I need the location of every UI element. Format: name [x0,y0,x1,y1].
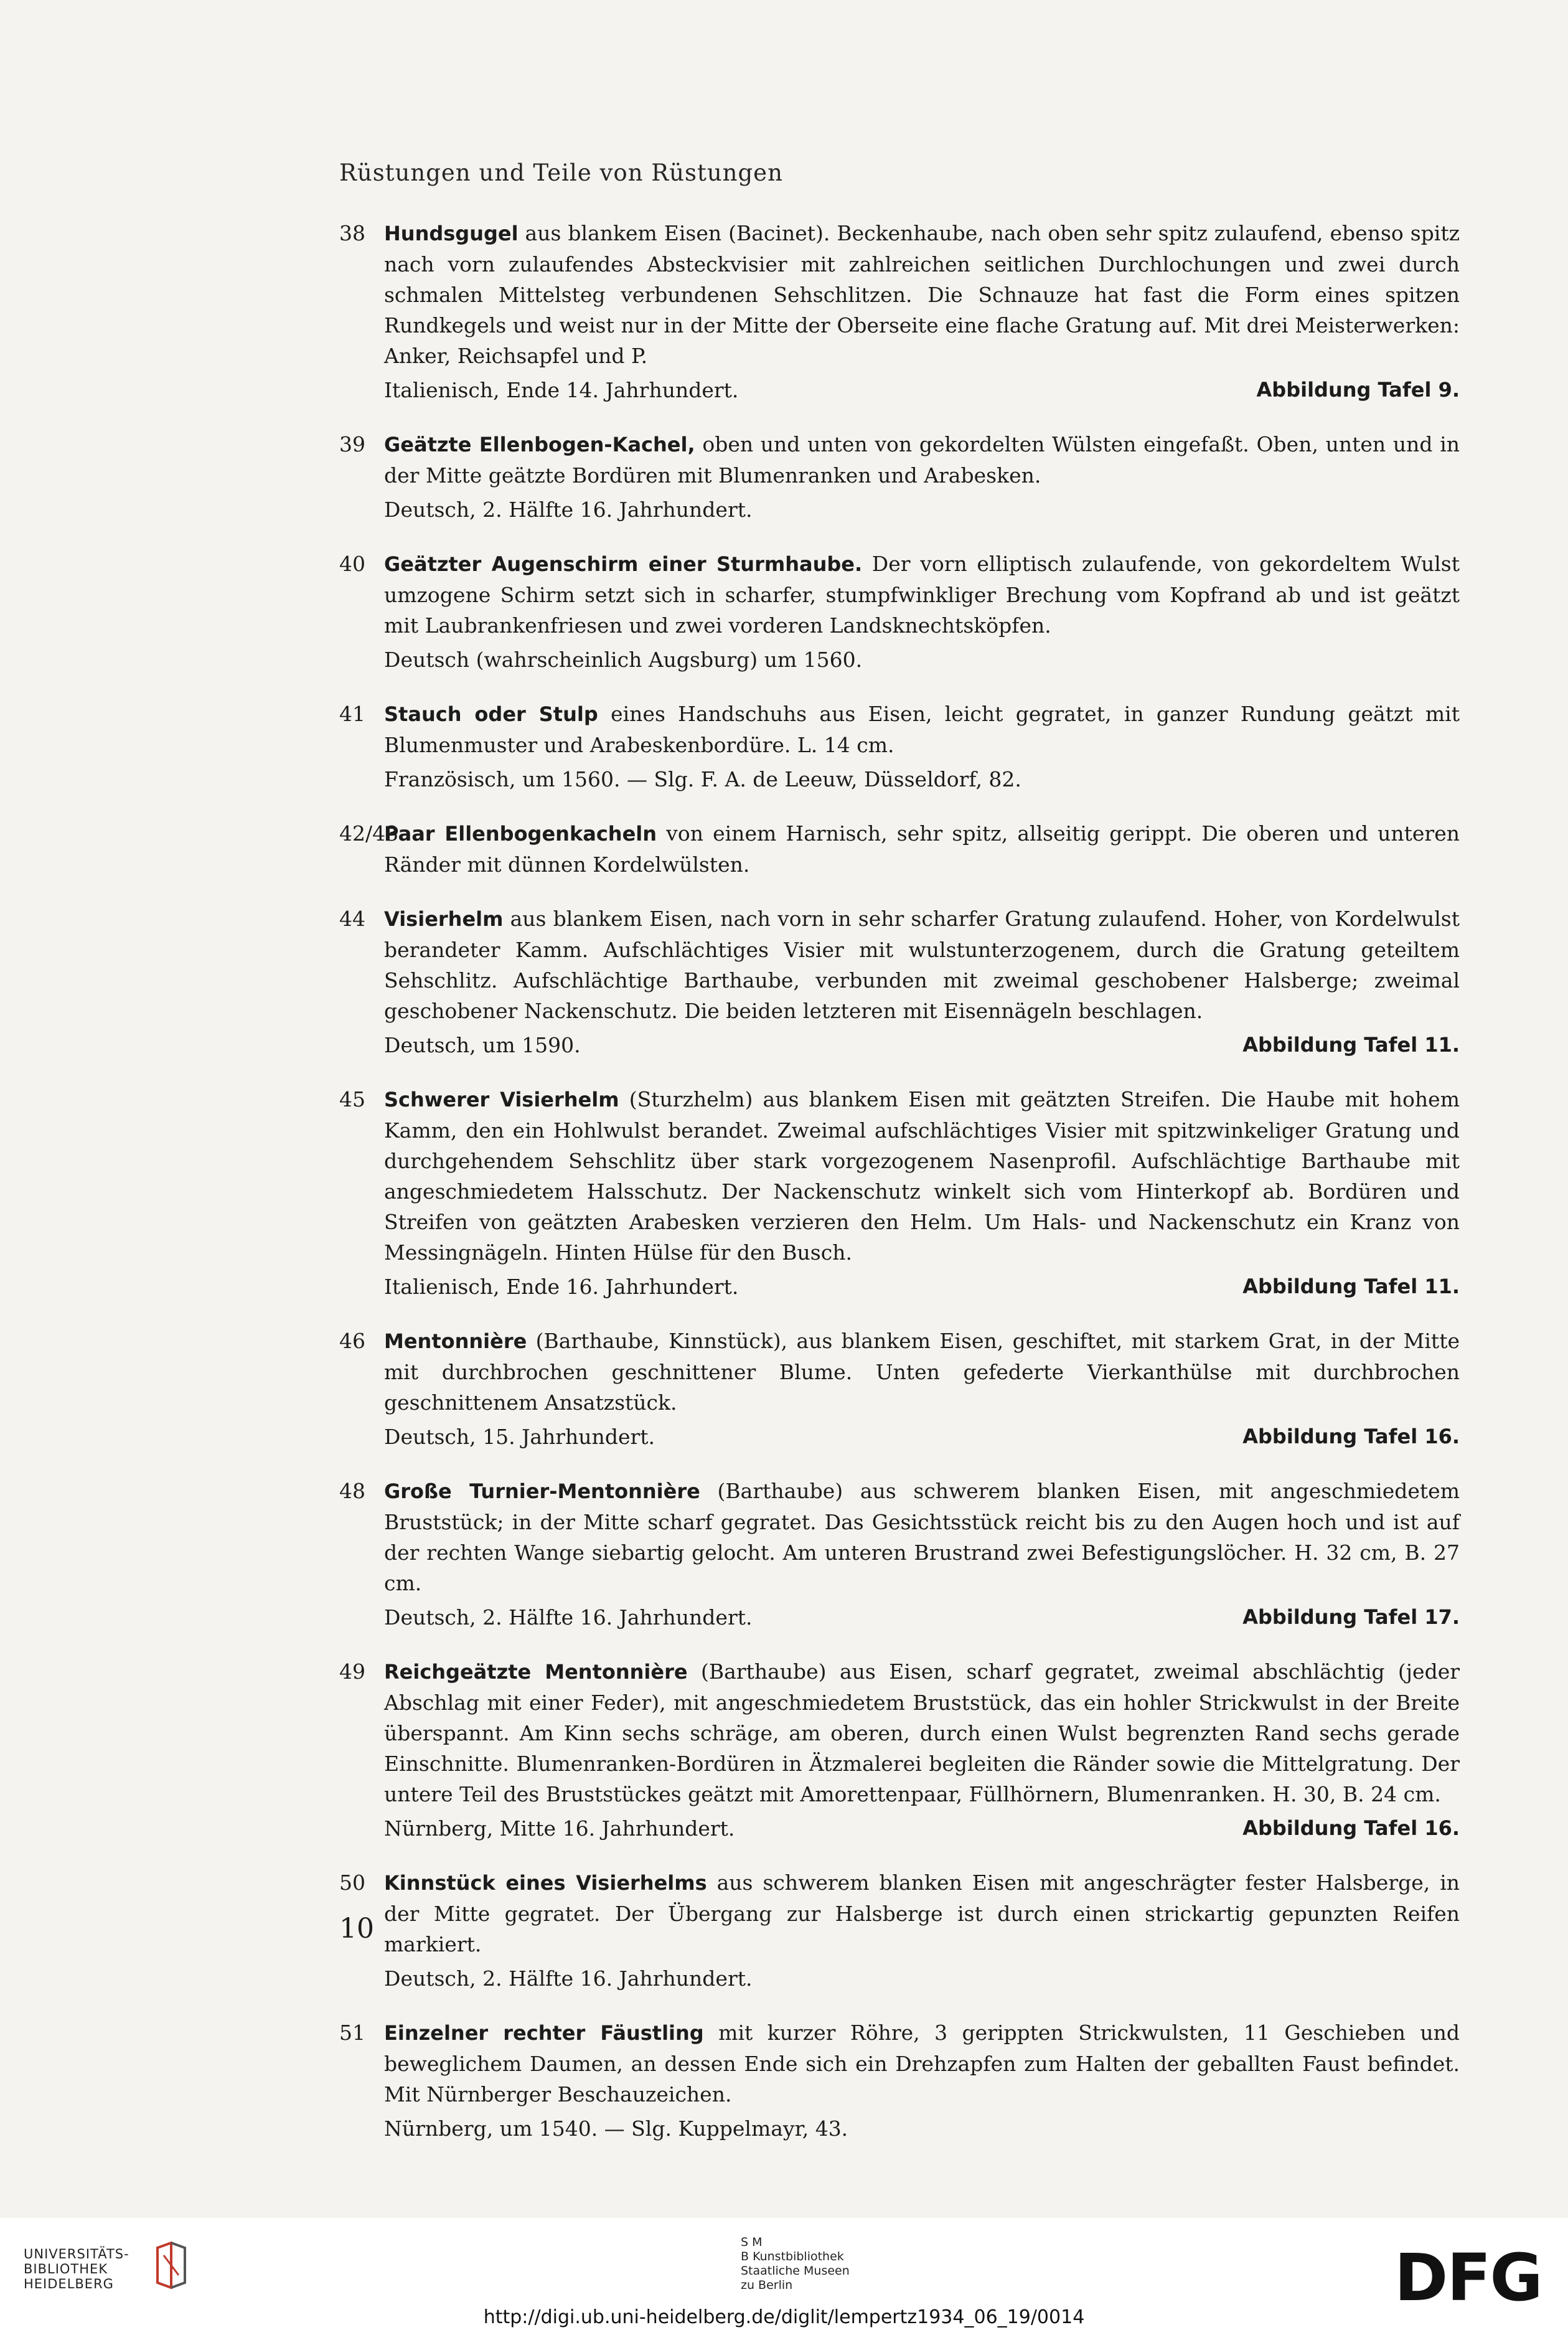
entry-description [384,1656,1460,1809]
entry-number: 41 [339,702,365,726]
entry-plate-reference: Abbildung Tafel 16. [1242,1425,1460,1448]
entry-meta [384,1963,1460,1994]
entry-title: Paar Ellenbogenkacheln [384,822,657,846]
entry-body: aus blankem Eisen, nach vorn in sehr scharfer Gratung zulaufend. Hoher, von Kordelwulst berandeter Kamm. Aufschlächtiges Visier mit wulstunterzogenem, durch die Gratung geteiltem Sehschlitz. Aufschlächtige Barthaube, verbunden mit zweimal geschobener Halsberge; zweimal geschobener Nackenschutz. Die beiden letzteren mit Eisennägeln beschlagen. [384,907,1460,1023]
entry-meta [384,1422,1460,1452]
entry-body: Der vorn elliptisch zulaufende, von gekordeltem Wulst umzogene Schirm setzt sich in scharfer, stumpfwinkliger Brechung vom Kopfrand ab und ist geätzt mit Laubrankenfriesen und zwei vorderen Landsknechtsköpfen. [384,552,1460,638]
museum-credit-line: B Kunstbibliothek [741,2250,844,2263]
entry-number: 38 [339,221,365,245]
entry-description [384,429,1460,491]
museum-credit-line: S M [741,2235,763,2249]
entry-description [384,218,1460,371]
dfg-logo: DFG [1394,2240,1542,2316]
catalogue-entry [339,699,1460,795]
entry-number: 44 [339,907,365,931]
entry-title: Einzelner rechter Fäustling [384,2021,704,2045]
entry-number: 50 [339,1870,365,1895]
entry-plate-reference: Abbildung Tafel 17. [1242,1605,1460,1629]
catalogue-entry [339,218,1460,405]
entry-plate-reference: Abbildung Tafel 11. [1242,1275,1460,1298]
entry-number: 39 [339,432,365,456]
entry-origin: Deutsch, 2. Hälfte 16. Jahrhundert. [384,1966,753,1991]
entry-description [384,1867,1460,1960]
entry-number: 48 [339,1479,365,1503]
entry-plate-reference: Abbildung Tafel 9. [1256,378,1460,402]
catalogue-entry [339,903,1460,1060]
university-emblem-icon [153,2242,190,2289]
entry-body: oben und unten von gekordelten Wülsten eingefaßt. Oben, unten und in der Mitte geätzte Bordüren mit Blumenranken und Arabesken. [384,432,1460,488]
entry-title: Hundsgugel [384,222,519,245]
entry-meta [384,1602,1460,1633]
entry-body: (Barthaube, Kinnstück), aus blankem Eisen, geschiftet, mit starkem Grat, in der Mitte mit durchbrochen geschnittener Blume. Unten gefederte Vierkanthülse mit durchbrochen geschnittenem Ansatzstück. [384,1329,1460,1415]
entry-number: 42/43 [339,821,399,846]
entry-origin: Deutsch, 15. Jahrhundert. [384,1425,655,1449]
catalogue-entry [339,549,1460,675]
entry-origin: Nürnberg, um 1540. — Slg. Kuppelmayr, 43. [384,2116,848,2141]
entry-origin: Deutsch, um 1590. [384,1033,581,1057]
entry-body: von einem Harnisch, sehr spitz, allseitig gerippt. Die oberen und unteren Ränder mit dünnen Kordelwülsten. [384,821,1460,877]
entry-description [384,1476,1460,1598]
entry-description [384,903,1460,1026]
entry-meta [384,1813,1460,1844]
entry-title: Geätzter Augenschirm einer Sturmhaube. [384,552,863,576]
catalogue-entry [339,1656,1460,1844]
entry-body: (Barthaube) aus Eisen, scharf gegratet, zweimal abschlächtig (jeder Abschlag mit einer Feder), mit angeschmiedetem Bruststück, das ein hohler Strickwulst in der Breite überspannt. Am Kinn sechs schräge, am oberen, durch einen Wulst begrenzten Rand sechs gerade Einschnitte. Blumenranken-Bordüren in Ätzmalerei begleiten die Ränder sowie die Mittelgratung. Der untere Teil des Bruststückes geätzt mit Amorettenpaar, Füllhörnern, Blumenranken. H. 30, B. 24 cm. [384,1659,1460,1806]
museum-credit [741,2235,850,2293]
entry-number: 51 [339,2021,365,2045]
entry-meta [384,1271,1460,1302]
catalogue-entry [339,1867,1460,1994]
entry-origin: Italienisch, Ende 16. Jahrhundert. [384,1275,739,1299]
entry-title: Reichgeätzte Mentonnière [384,1660,688,1684]
entry-description [384,818,1460,880]
entry-plate-reference: Abbildung Tafel 16. [1242,1816,1460,1840]
entry-meta [384,2113,1460,2144]
entry-title: Schwerer Visierhelm [384,1088,619,1111]
catalogue-entry [339,1326,1460,1452]
entry-title: Stauch oder Stulp [384,702,598,726]
catalogue-entry [339,818,1460,880]
entry-number: 40 [339,552,365,576]
catalogue-entry [339,2017,1460,2144]
source-url-link[interactable]: http://digi.ub.uni-heidelberg.de/diglit/lempertz1934_06_19/0014 [483,2306,1085,2328]
entry-title: Visierhelm [384,907,504,931]
catalogue-entry [339,429,1460,525]
entry-origin: Nürnberg, Mitte 16. Jahrhundert. [384,1816,735,1841]
entry-description [384,1084,1460,1268]
entry-title: Mentonnière [384,1329,527,1353]
entry-number: 49 [339,1659,365,1684]
entry-body: (Sturzhelm) aus blankem Eisen mit geätzten Streifen. Die Haube mit hohem Kamm, den ein Hohlwulst berandet. Zweimal aufschlächtiges Visier mit spitzwinkeliger Gratung und durchgehendem Sehschlitz über stark vorgezogenem Nasenprofil. Aufschlächtige Barthaube mit angeschmiedetem Halsschutz. Der Nackenschutz winkelt sich vom Hinterkopf ab. Bordüren und Streifen von geätzten Arabesken verzieren den Helm. Um Hals- und Nackenschutz ein Kranz von Messingnägeln. Hinten Hülse für den Busch. [384,1087,1460,1265]
uni-logo-line: HEIDELBERG [24,2276,114,2291]
entry-number: 45 [339,1087,365,1111]
catalogue-entry [339,1084,1460,1302]
entry-body: eines Handschuhs aus Eisen, leicht gegratet, in ganzer Rundung geätzt mit Blumenmuster und Arabeskenbordüre. L. 14 cm. [384,702,1460,757]
entry-body: aus schwerem blanken Eisen mit angeschrägter fester Halsberge, in der Mitte gegratet. Der Übergang zur Halsberge ist durch einen strickartig gepunzten Reifen markiert. [384,1870,1460,1956]
entry-title: Große Turnier-Mentonnière [384,1479,700,1503]
entry-description [384,2017,1460,2110]
catalogue-entries [339,218,1460,2167]
entry-body: (Barthaube) aus schwerem blanken Eisen, mit angeschmiedetem Bruststück; in der Mitte scharf gegratet. Das Gesichtsstück reicht bis zu den Augen hoch und ist auf der rechten Wange siebartig gelocht. Am unteren Brustrand zwei Befestigungslöcher. H. 32 cm, B. 27 cm. [384,1479,1460,1595]
entry-description [384,549,1460,641]
entry-body: aus blankem Eisen (Bacinet). Beckenhaube, nach oben sehr spitz zulaufend, ebenso spitz nach vorn zulaufendes Absteckvisier mit zahlreichen seitlichen Durchlochungen und zwei durch schmalen Mittelsteg verbundenen Sehschlitzen. Die Schnauze hat fast die Form eines spitzen Rundkegels und weist nur in der Mitte der Oberseite eine flache Gratung auf. Mit drei Meisterwerken: Anker, Reichsapfel und P. [384,221,1460,368]
uni-logo-line: BIBLIOTHEK [24,2262,108,2276]
entry-origin: Deutsch, 2. Hälfte 16. Jahrhundert. [384,1605,753,1630]
entry-origin: Deutsch, 2. Hälfte 16. Jahrhundert. [384,498,753,522]
entry-body: mit kurzer Röhre, 3 gerippten Strickwulsten, 11 Geschieben und beweglichem Daumen, an dessen Ende sich ein Drehzapfen zum Halten der geballten Faust befindet. Mit Nürnberger Beschauzeichen. [384,2021,1460,2106]
museum-credit-line: Staatliche Museen [741,2264,850,2278]
entry-meta [384,375,1460,405]
uni-logo-line: UNIVERSITÄTS- [24,2247,129,2262]
entry-origin: Französisch, um 1560. — Slg. F. A. de Leeuw, Düsseldorf, 82. [384,767,1021,791]
page-number: 10 [339,1913,374,1945]
entry-title: Kinnstück eines Visierhelms [384,1871,707,1895]
entry-number: 46 [339,1329,365,1353]
entry-origin: Deutsch (wahrscheinlich Augsburg) um 1560. [384,648,863,672]
digitization-footer [0,2218,1568,2330]
entry-meta [384,1030,1460,1060]
entry-meta [384,644,1460,675]
entry-title: Geätzte Ellenbogen-Kachel, [384,433,695,456]
catalogue-entry [339,1476,1460,1633]
entry-description [384,1326,1460,1418]
museum-credit-line: zu Berlin [741,2278,793,2292]
university-library-logo [24,2247,129,2291]
entry-meta [384,494,1460,525]
entry-description [384,699,1460,760]
entry-origin: Italienisch, Ende 14. Jahrhundert. [384,378,739,402]
entry-meta [384,764,1460,795]
running-head: Rüstungen und Teile von Rüstungen [339,159,783,186]
entry-plate-reference: Abbildung Tafel 11. [1242,1033,1460,1057]
